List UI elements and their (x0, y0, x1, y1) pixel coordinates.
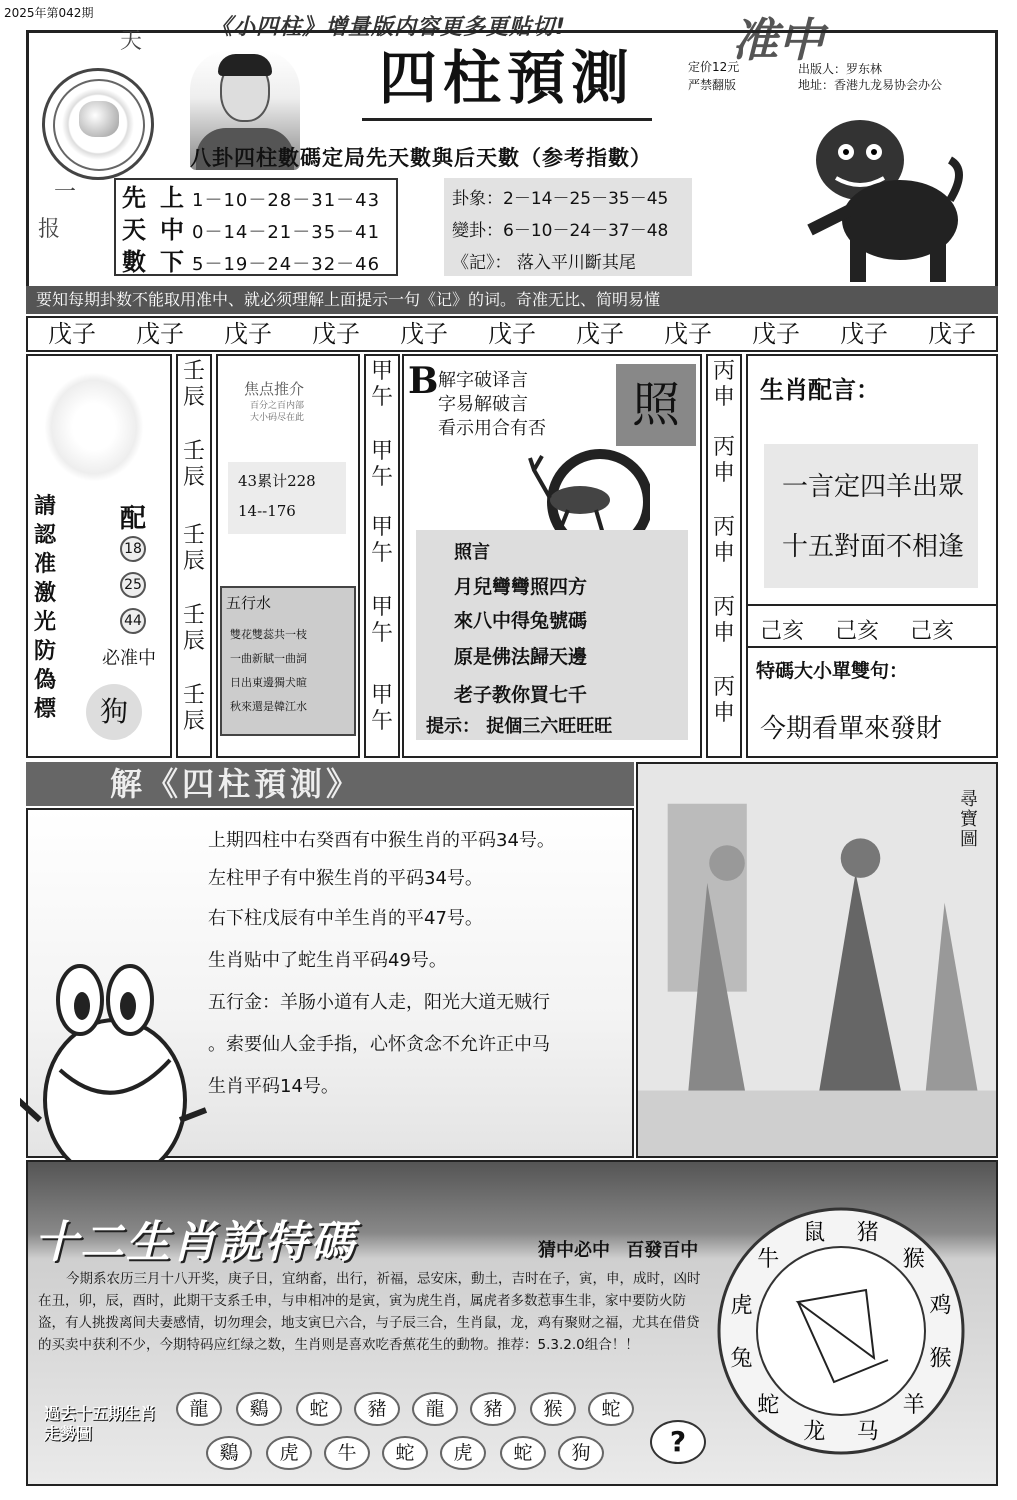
number-row: 數 下 5－19－24－32－46 (122, 247, 381, 276)
decode-line: 右下柱戊辰有中羊生肖的平47号。 (208, 908, 483, 929)
wheel-zodiac-label: 龙 (803, 1419, 826, 1445)
zhao-badge: 照 (616, 364, 696, 446)
past-15-label: 過去十五期生肖走勢圖 (44, 1404, 157, 1443)
ganzhi-cell: 戊子 (136, 320, 184, 348)
bian-gua-line: 變卦：6－10－24－37－48 (452, 221, 669, 241)
column-char: 申 (712, 385, 735, 410)
number-ball: 44 (120, 608, 146, 634)
column-char: 甲 (370, 439, 393, 464)
zhao-line: 原是佛法歸天邊 (454, 646, 588, 668)
wheel-zodiac-label: 猴 (929, 1346, 952, 1372)
column-char: 壬 (182, 523, 205, 548)
ganzhi-cell: 戊子 (400, 320, 448, 348)
zhao-line: 來八中得兔號碼 (454, 610, 588, 632)
column-char: 丙 (712, 595, 735, 620)
zodiac-dog: 狗 (86, 684, 142, 740)
column-char: 丙 (712, 675, 735, 700)
wuxing-line: 一曲新賦一曲詞 (230, 652, 307, 665)
wheel-zodiac-label: 猪 (856, 1220, 879, 1246)
trend-zodiac: 龍 (176, 1392, 222, 1426)
gua-line: 卦象：2－14－25－35－45 (452, 189, 669, 209)
decode-line: 生肖平码14号。 (208, 1076, 339, 1097)
zhao-line: 老子教你買七千 (454, 684, 588, 706)
question-mark-icon: ? (650, 1420, 706, 1464)
focus-sub: 百分之百内部 (250, 401, 305, 411)
hint-line: 看示用合有否 (438, 418, 546, 439)
column-char: 午 (370, 541, 393, 566)
trend-zodiac: 龍 (412, 1392, 458, 1426)
trend-zodiac: 牛 (324, 1436, 370, 1470)
subtitle: 八卦四柱數碼定局先天數與后天數（参考指數） (190, 145, 652, 170)
number-ball: 25 (120, 572, 146, 598)
focus-sub: 大小码尽在此 (250, 413, 305, 423)
trend-zodiac: 虎 (266, 1436, 312, 1470)
ganzhi-cell: 戊子 (840, 320, 888, 348)
column-char: 申 (712, 461, 735, 486)
wuxing-line: 秋來還是韓江水 (230, 700, 307, 713)
almanac-paragraph: 今期系农历三月十八开奖，庚子日，宜纳畜，出行，祈福，忌安床，動土，吉时在子，寅，申，成时，凶时在丑，卯，辰，酉时，此期干支系壬申，与申相冲的是寅，寅为虎生肖，属虎者多数惹事生非，家中要防火防盗，有人挑拨离间夫妻感情，切勿理会，地支寅巳六合，与子辰三合，生肖鼠，龙，鸡有聚财之福，尤其在借贷的买卖中获利不少，今期特码应红绿之数，生肖则是喜欢吃香蕉花生的動物。推荐：5.3.2.0组合！！ (38, 1271, 701, 1353)
column-char: 甲 (370, 683, 393, 708)
b-letter: B (408, 360, 439, 402)
special-code-text: 今期看單來發財 (760, 714, 943, 744)
trend-zodiac: 蛇 (500, 1436, 546, 1470)
wheel-zodiac-label: 鸡 (929, 1293, 952, 1319)
column-char: 丙 (712, 435, 735, 460)
hint-line: 解字破译言 (438, 370, 528, 391)
stat-b: 14--176 (238, 502, 296, 520)
ganzhi-cell: 戊子 (664, 320, 712, 348)
decode-line: 左柱甲子有中猴生肖的平码34号。 (208, 868, 483, 889)
anti-fake-text: 請認准激光防偽標 (34, 493, 57, 722)
wheel-zodiac-label: 牛 (757, 1247, 780, 1273)
ganzhi-cell: 戊子 (312, 320, 360, 348)
trend-zodiac: 虎 (440, 1436, 486, 1470)
side-char-c: 报 (38, 217, 61, 242)
side-char-a: 天 (120, 29, 143, 54)
number-table (114, 178, 398, 276)
hint-line: 字易解破言 (438, 394, 528, 415)
trend-zodiac: 蛇 (588, 1392, 634, 1426)
page-title: 四柱預測 (378, 44, 635, 112)
publisher: 出版人：罗东林 (798, 62, 883, 76)
column-char: 丙 (712, 359, 735, 384)
association-seal-icon (42, 68, 154, 180)
top-banner: 《小四柱》增量版内容更多更贴切! (210, 15, 567, 40)
zhun-zhong-stamp: 准中 (732, 13, 824, 67)
warning-bar: 要知每期卦数不能取用准中、就必须理解上面提示一句《记》的词。奇准无比、简明易懂 (26, 286, 998, 314)
column-char: 甲 (370, 359, 393, 384)
trend-zodiac: 蛇 (296, 1392, 342, 1426)
decode-line: 五行金：羊肠小道有人走，阳光大道无贼行 (208, 992, 550, 1013)
address: 地址：香港九龙易协会办公 (798, 78, 943, 92)
copyright: 严禁翻版 (688, 78, 737, 92)
ji-line: 《記》： 落入平川斷其尾 (452, 253, 636, 273)
zodiac-title: 生肖配言： (760, 375, 880, 404)
column-char: 申 (712, 621, 735, 646)
wheel-zodiac-label: 鼠 (803, 1220, 826, 1246)
trend-zodiac: 狗 (558, 1436, 604, 1470)
trend-zodiac: 猴 (530, 1392, 576, 1426)
ganzhi-cell: 戊子 (488, 320, 536, 348)
column-char: 午 (370, 621, 393, 646)
ganzhi-row (26, 316, 998, 352)
column-char: 辰 (182, 385, 205, 410)
wheel-zodiac-label: 虎 (730, 1293, 753, 1319)
number-row: 天 中 0－14－21－35－41 (122, 215, 381, 244)
column-char: 辰 (182, 629, 205, 654)
wuxing-line: 雙花雙蕊共一枝 (230, 628, 307, 641)
column-char: 辰 (182, 465, 205, 490)
zodiac-line: 一言定四羊出眾 (782, 472, 965, 502)
wheel-zodiac-label: 羊 (902, 1392, 925, 1418)
column-char: 申 (712, 701, 735, 726)
zodiac-line: 十五對面不相逢 (782, 532, 965, 562)
trend-zodiac: 鷄 (236, 1392, 282, 1426)
ganzhi-cell: 戊子 (224, 320, 272, 348)
slogan: 猜中必中 百發百中 (538, 1240, 699, 1261)
decode-line: 。索要仙人金手指，心怀贪念不允许正中马 (208, 1034, 550, 1055)
trend-zodiac: 豬 (354, 1392, 400, 1426)
wuxing-line: 日出東邊獨犬暄 (230, 676, 307, 689)
focus-title: 焦点推介 (244, 380, 305, 398)
scene-title: 尋寶圖 (960, 789, 978, 850)
column-char: 午 (370, 385, 393, 410)
bizhun-label: 必准中 (102, 648, 156, 669)
ganzhi-cell: 戊子 (928, 320, 976, 348)
treasure-scene-image (636, 762, 998, 1158)
divider (746, 604, 998, 606)
column-char: 壬 (182, 359, 205, 384)
column-char: 午 (370, 709, 393, 734)
ganzhi-cell: 戊子 (752, 320, 800, 348)
decode-line: 生肖贴中了蛇生肖平码49号。 (208, 950, 447, 971)
price: 定价12元 (688, 60, 740, 74)
jihai-row: 己亥 己亥 己亥 (760, 619, 954, 644)
wuxing-title: 五行水 (226, 594, 272, 612)
column-char: 壬 (182, 603, 205, 628)
decode-line: 上期四柱中右癸酉有中猴生肖的平码34号。 (208, 830, 555, 851)
trend-zodiac: 豬 (470, 1392, 516, 1426)
decode-title: 解《四柱預測》 (110, 765, 363, 803)
column-char: 壬 (182, 439, 205, 464)
column-char: 甲 (370, 595, 393, 620)
divider (746, 646, 998, 648)
stat-a: 43累计228 (238, 472, 316, 490)
zodiac-banner: 十二生肖說特碼 (34, 1217, 356, 1268)
column-char: 甲 (370, 515, 393, 540)
gua-box (444, 178, 692, 276)
column-char: 丙 (712, 515, 735, 540)
side-char-b: 一 (54, 180, 77, 205)
column-char: 申 (712, 541, 735, 566)
swirl-emblem-icon (44, 372, 144, 482)
ganzhi-cell: 戊子 (48, 320, 96, 348)
ganzhi-cell: 戊子 (576, 320, 624, 348)
number-ball: 18 (120, 536, 146, 562)
wheel-zodiac-label: 兔 (730, 1346, 753, 1372)
trend-zodiac: 蛇 (382, 1436, 428, 1470)
tishi-line: 提示： 捉個三六旺旺旺 (426, 716, 613, 737)
trend-zodiac: 鷄 (206, 1436, 252, 1470)
title-underline (362, 118, 652, 121)
issue-number: 2025年第042期 (4, 6, 94, 20)
wheel-zodiac-label: 猴 (902, 1247, 925, 1273)
column-char: 辰 (182, 709, 205, 734)
wheel-zodiac-label: 蛇 (757, 1392, 780, 1418)
zodiac-wheel (716, 1206, 966, 1456)
column-char: 壬 (182, 683, 205, 708)
column-char: 辰 (182, 549, 205, 574)
lion-icon (790, 100, 970, 290)
wheel-zodiac-label: 马 (856, 1419, 879, 1445)
special-code-title: 特碼大小單雙句： (756, 660, 909, 682)
column-char: 午 (370, 465, 393, 490)
pei-label: 配 (120, 504, 147, 534)
zhao-line: 月兒彎彎照四方 (454, 576, 588, 598)
zhao-title: 照言 (454, 542, 490, 563)
number-row: 先 上 1－10－28－31－43 (122, 183, 381, 212)
